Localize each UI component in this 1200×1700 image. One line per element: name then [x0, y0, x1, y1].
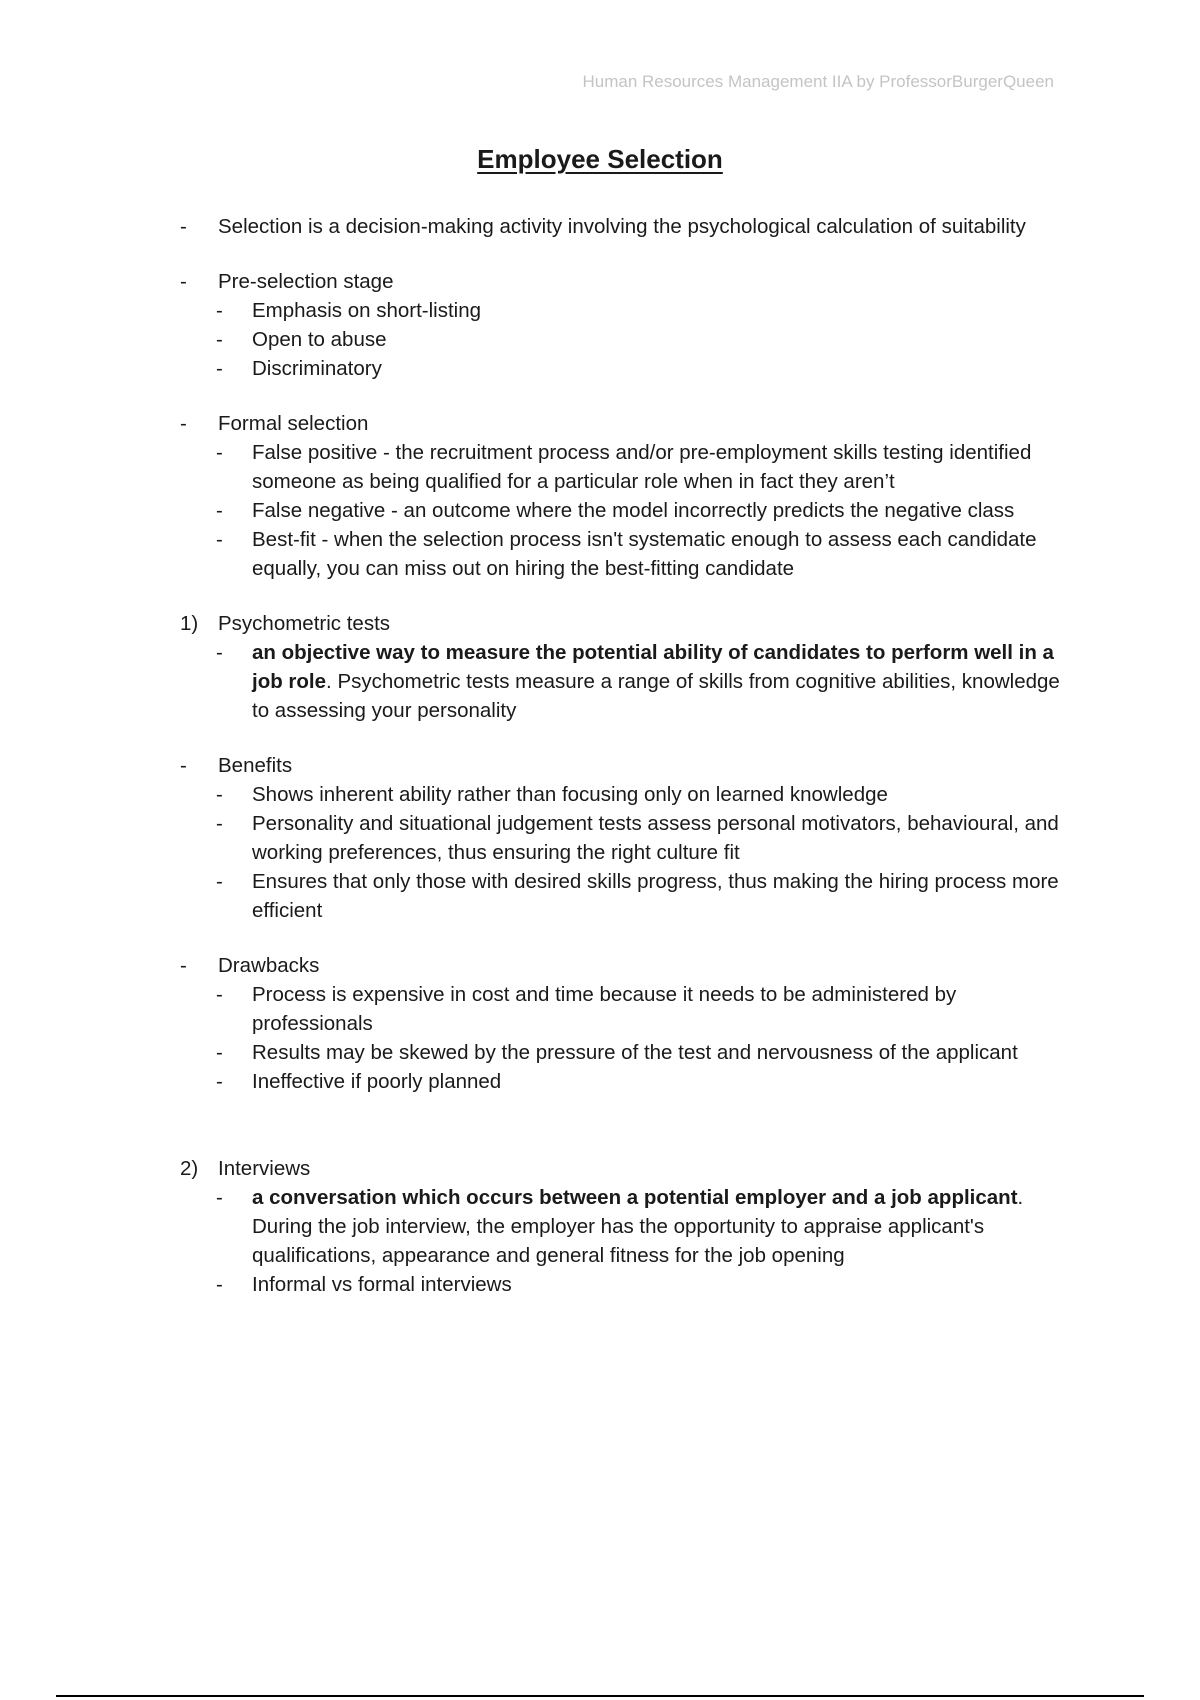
bullet-marker: -: [180, 215, 187, 238]
footer-rule: [56, 1695, 1144, 1697]
bullet-marker: -: [180, 270, 187, 293]
list-item: - Process is expensive in cost and time because it needs to be administered by professionals: [216, 983, 957, 1035]
header-note: Human Resources Management IIA by ProfessorBurgerQueen: [582, 72, 1054, 91]
list-item: - False negative - an outcome where the model incorrectly predicts the negative class: [216, 499, 1015, 522]
intro-text: Selection is a decision-making activity involving the psychological calculation of suitability: [218, 215, 1026, 238]
number-marker: 1): [180, 612, 199, 635]
list-item: - Emphasis on short-listing: [216, 299, 482, 322]
section-pre-selection: [180, 267, 1060, 296]
bullet-marker: -: [180, 954, 187, 977]
number-marker: 2): [180, 1157, 199, 1180]
list-item: - Shows inherent ability rather than focusing only on learned knowledge: [216, 783, 888, 806]
document-body: [180, 212, 1060, 1299]
section-psychometric-tests: [180, 609, 1060, 638]
list-item: - Ineffective if poorly planned: [216, 1070, 502, 1093]
section-benefits: [180, 751, 1060, 780]
section-drawbacks: [180, 951, 1060, 980]
definition-bold: an objective way to measure the potential ability of candidates to perform well in a job role: [252, 641, 1054, 693]
bullet-marker: -: [180, 754, 187, 777]
section-interviews: [180, 1154, 1060, 1183]
list-item: - Personality and situational judgement tests assess personal motivators, behavioural, and working preferences, thus ensuring the right culture fit: [216, 812, 1059, 864]
list-item: - False positive - the recruitment process and/or pre-employment skills testing identified someone as being qualified for a particular role when in fact they aren’t: [216, 441, 1032, 493]
section-formal-selection: [180, 409, 1060, 438]
section-heading: Drawbacks: [218, 954, 320, 977]
bullet-marker: -: [180, 412, 187, 435]
section-heading: Interviews: [218, 1157, 311, 1180]
section-heading: Pre-selection stage: [218, 270, 394, 293]
section-heading: Psychometric tests: [218, 612, 391, 635]
list-item: - Informal vs formal interviews: [216, 1273, 512, 1296]
definition-item: - an objective way to measure the potential ability of candidates to perform well in a job role. Psychometric tests measure a range of skills from cognitive abilities, knowledge to assessing your personality: [216, 641, 1060, 722]
definition-item: - a conversation which occurs between a potential employer and a job applicant. During the job interview, the employer has the opportunity to appraise applicant's qualifications, appearance and general fitness for the job opening: [216, 1186, 1024, 1267]
list-item: [180, 212, 1060, 241]
list-item: - Ensures that only those with desired skills progress, thus making the hiring process more efficient: [216, 870, 1059, 922]
section-heading: Benefits: [218, 754, 293, 777]
list-item: - Discriminatory: [216, 357, 382, 380]
list-item: - Open to abuse: [216, 328, 387, 351]
section-heading: Formal selection: [218, 412, 369, 435]
list-item: - Best-fit - when the selection process isn't systematic enough to assess each candidate equally, you can miss out on hiring the best-fitting candidate: [216, 528, 1037, 580]
list-item: - Results may be skewed by the pressure of the test and nervousness of the applicant: [216, 1041, 1018, 1064]
page-title: Employee Selection: [477, 144, 723, 174]
definition-bold: a conversation which occurs between a potential employer and a job applicant: [252, 1186, 1018, 1209]
